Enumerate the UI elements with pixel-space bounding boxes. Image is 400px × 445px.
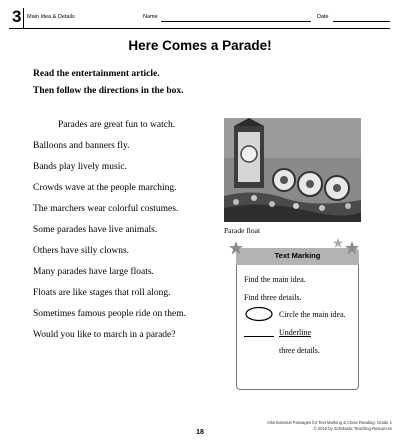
page-title: Here Comes a Parade! bbox=[128, 38, 272, 53]
article-line: Bands play lively music. bbox=[33, 162, 127, 172]
page-number: 18 bbox=[196, 429, 204, 436]
date-line bbox=[333, 21, 390, 22]
header-divider bbox=[23, 8, 24, 28]
article-line: Parades are great fun to watch. bbox=[58, 120, 176, 130]
instruction-main-idea: Find the main idea. bbox=[244, 275, 306, 284]
photo-caption: Parade float bbox=[224, 226, 261, 235]
article-line: The marchers wear colorful costumes. bbox=[33, 204, 179, 214]
lesson-number: 3 bbox=[12, 7, 22, 26]
article-line: Some parades have live animals. bbox=[33, 225, 158, 235]
article-line: Would you like to march in a parade? bbox=[33, 330, 176, 340]
name-label: Name bbox=[143, 14, 158, 20]
instruction-underline-rest: three details. bbox=[279, 346, 320, 355]
footer-credit: Informational Passages for Text Marking & Close Reading: Grade 1 © 2015 by Scholastic Teaching Resources bbox=[267, 420, 392, 431]
text-marking-title: Text Marking bbox=[274, 251, 321, 260]
directions-line-1: Read the entertainment article. bbox=[33, 69, 160, 79]
article-line: Many parades have large floats. bbox=[33, 267, 154, 277]
lesson-skill: Main Idea & Details bbox=[27, 14, 75, 20]
directions-line-2: Then follow the directions in the box. bbox=[33, 86, 184, 96]
name-line bbox=[161, 21, 311, 22]
instruction-underline: Underline bbox=[279, 328, 311, 337]
underline-mark-icon bbox=[244, 336, 274, 337]
article-line: Sometimes famous people ride on them. bbox=[33, 309, 187, 319]
parade-float-image bbox=[224, 118, 361, 222]
article-line: Balloons and banners fly. bbox=[33, 141, 130, 151]
date-label: Date bbox=[317, 14, 329, 20]
parade-float-photo bbox=[224, 118, 361, 222]
instruction-details: Find three details. bbox=[244, 293, 302, 302]
header-rule bbox=[9, 28, 390, 29]
circle-mark-icon bbox=[244, 306, 274, 327]
article-line: Others have silly clowns. bbox=[33, 246, 130, 256]
article-line: Crowds wave at the people marching. bbox=[33, 183, 177, 193]
instruction-circle: Circle the main idea. bbox=[279, 310, 346, 319]
article-line: Floats are like stages that roll along. bbox=[33, 288, 171, 298]
